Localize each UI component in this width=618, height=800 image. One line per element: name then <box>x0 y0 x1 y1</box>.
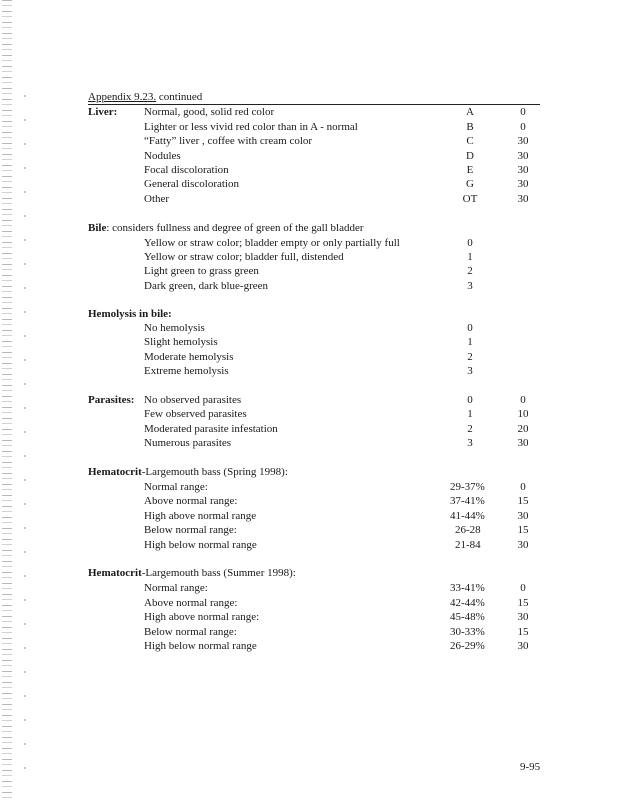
bile-heading-line <box>88 221 364 235</box>
hemolysis-row-code: 1 <box>467 336 473 348</box>
hematocrit-summer-row-score: 15 <box>517 597 529 609</box>
hematocrit-spring-row-score: 15 <box>517 495 529 507</box>
hematocrit-summer-row-score: 15 <box>517 626 529 638</box>
appendix-label: Appendix 9.23. <box>88 91 157 103</box>
hematocrit-spring-row-desc: Above normal range: <box>144 495 238 507</box>
hematocrit-summer-row-score: 30 <box>517 640 529 652</box>
liver-row-score: 0 <box>520 121 526 133</box>
liver-row-desc: Other <box>144 193 170 205</box>
hematocrit-summer-row-range: 30-33% <box>450 626 485 638</box>
parasites-row-code: 2 <box>467 423 473 435</box>
bile-row-desc: Yellow or straw color; bladder empty or only partially full <box>144 237 400 249</box>
parasites-row-code: 1 <box>467 408 473 420</box>
bile-row-code: 2 <box>467 265 473 277</box>
hemolysis-row-desc: No hemolysis <box>144 322 205 334</box>
parasites-row-score: 0 <box>520 394 526 406</box>
hemolysis-row-code: 2 <box>467 351 473 363</box>
continued-label: continued <box>158 91 203 103</box>
hematocrit-summer-row-range: 45-48% <box>450 611 485 623</box>
hematocrit-summer-row-desc: High above normal range: <box>144 611 260 623</box>
bile-row-desc: Yellow or straw color; bladder full, distended <box>144 251 344 263</box>
bile-heading: Bile <box>88 222 107 234</box>
hematocrit-summer-row-range: 33-41% <box>450 582 485 594</box>
parasites-row-desc: Moderated parasite infestation <box>144 423 278 435</box>
hematocrit-summer-row-desc: Above normal range: <box>144 597 238 609</box>
hemolysis-row-desc: Moderate hemolysis <box>144 351 234 363</box>
liver-row-desc: “Fatty” liver , coffee with cream color <box>144 135 313 147</box>
liver-heading: Liver: <box>88 106 118 118</box>
bile-subheading: : considers fullness and degree of green of the gall bladder <box>106 222 364 234</box>
liver-row-code: E <box>466 164 474 176</box>
liver-row-code: D <box>466 150 474 162</box>
hematocrit-spring-row-desc: Below normal range: <box>144 524 237 536</box>
bile-row-code: 0 <box>467 237 473 249</box>
hemolysis-row-desc: Slight hemolysis <box>144 336 218 348</box>
liver-row-score: 0 <box>520 106 526 118</box>
hematocrit-spring-row-score: 30 <box>517 539 529 551</box>
liver-row-code: A <box>466 106 474 118</box>
bile-row-desc: Dark green, dark blue-green <box>144 280 268 292</box>
hematocrit-spring-row-range: 26-28 <box>455 524 481 536</box>
liver-row-desc: Focal discoloration <box>144 164 229 176</box>
liver-row-score: 30 <box>517 178 529 190</box>
liver-row-score: 30 <box>517 164 529 176</box>
parasites-row-score: 10 <box>517 408 529 420</box>
hematocrit-summer-row-desc: Below normal range: <box>144 626 237 638</box>
appendix-title <box>88 90 202 104</box>
scan-margin-artifact <box>24 95 26 775</box>
hematocrit-spring-heading: Hematocrit <box>88 466 142 478</box>
liver-row-score: 30 <box>517 135 529 147</box>
hematocrit-spring-row-range: 41-44% <box>450 510 485 522</box>
page-number: 9-95 <box>520 761 541 773</box>
hematocrit-spring-row-desc: High below normal range <box>144 539 257 551</box>
parasites-row-desc: Few observed parasites <box>144 408 247 420</box>
hematocrit-spring-row-range: 29-37% <box>450 481 485 493</box>
liver-row-code: G <box>466 178 474 190</box>
hematocrit-summer-heading: Hematocrit <box>88 567 142 579</box>
parasites-row-score: 20 <box>517 423 529 435</box>
liver-row-score: 30 <box>517 150 529 162</box>
hemolysis-row-code: 3 <box>467 365 473 377</box>
hemolysis-row-code: 0 <box>467 322 473 334</box>
liver-row-code: C <box>466 135 474 147</box>
parasites-row-desc: Numerous parasites <box>144 437 232 449</box>
hematocrit-summer-row-range: 42-44% <box>450 597 485 609</box>
parasites-row-desc: No observed parasites <box>144 394 242 406</box>
liver-row-desc: General discoloration <box>144 178 239 190</box>
parasites-heading: Parasites: <box>88 394 135 406</box>
parasites-row-code: 0 <box>467 394 473 406</box>
hematocrit-spring-row-score: 15 <box>517 524 529 536</box>
hematocrit-summer-row-score: 0 <box>520 582 526 594</box>
liver-row-desc: Nodules <box>144 150 181 162</box>
hematocrit-spring-row-desc: High above normal range <box>144 510 257 522</box>
hemolysis-heading: Hemolysis in bile: <box>88 308 172 320</box>
hemolysis-row-desc: Extreme hemolysis <box>144 365 229 377</box>
scan-edge-artifact <box>2 0 12 800</box>
hematocrit-summer-row-desc: High below normal range <box>144 640 257 652</box>
hematocrit-spring-row-range: 21-84 <box>455 539 481 551</box>
parasites-row-code: 3 <box>467 437 473 449</box>
hematocrit-spring-row-desc: Normal range: <box>144 481 208 493</box>
bile-row-desc: Light green to grass green <box>144 265 259 277</box>
bile-row-code: 3 <box>467 280 473 292</box>
hematocrit-summer-row-range: 26-29% <box>450 640 485 652</box>
liver-row-score: 30 <box>517 193 529 205</box>
hematocrit-summer-row-desc: Normal range: <box>144 582 208 594</box>
bile-row-code: 1 <box>467 251 473 263</box>
hematocrit-summer-subheading: -Largemouth bass (Summer 1998): <box>141 567 296 579</box>
hematocrit-spring-row-score: 0 <box>520 481 526 493</box>
liver-row-code: OT <box>462 193 478 205</box>
parasites-row-score: 30 <box>517 437 529 449</box>
hematocrit-summer-heading-line <box>88 566 296 580</box>
hematocrit-spring-row-range: 37-41% <box>450 495 485 507</box>
liver-row-code: B <box>466 121 474 133</box>
hematocrit-spring-row-score: 30 <box>517 510 529 522</box>
hematocrit-spring-subheading: -Largemouth bass (Spring 1998): <box>141 466 288 478</box>
liver-row-desc: Lighter or less vivid red color than in A - normal <box>144 121 358 133</box>
hematocrit-summer-row-score: 30 <box>517 611 529 623</box>
liver-row-desc: Normal, good, solid red color <box>144 106 275 118</box>
hematocrit-spring-heading-line <box>88 465 288 479</box>
